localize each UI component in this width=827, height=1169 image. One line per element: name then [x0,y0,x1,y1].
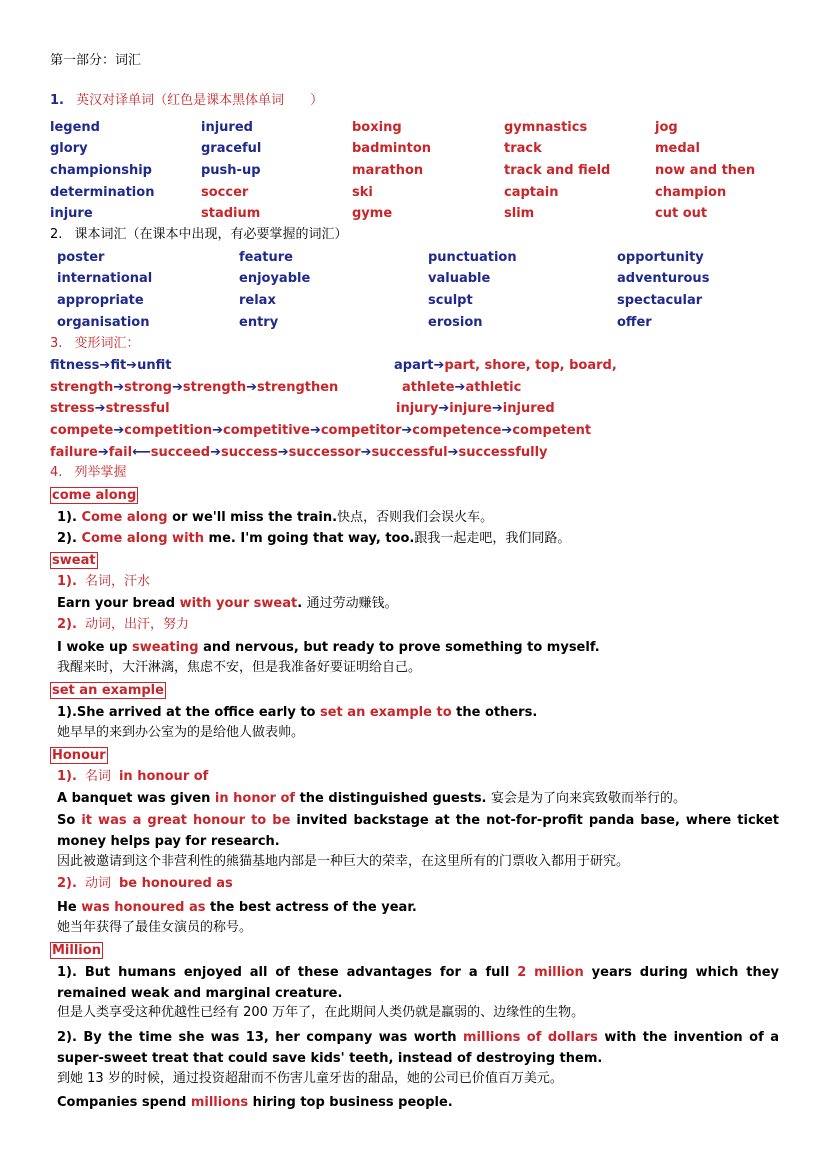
example-sentence: 2). Come along with me. I'm going that way, too.跟我一起走吧，我们同路。 [57,531,571,546]
arrow-right-icon: ➔ [491,401,503,416]
arrow-right-icon: ➔ [113,380,125,395]
arrow-right-icon: ➔ [99,358,111,373]
arrow-right-icon: ➔ [501,423,513,438]
arrow-right-icon: ➔ [401,423,413,438]
arrow-right-icon: ➔ [97,445,109,460]
form-word: injury [396,401,439,416]
word-form-chain [50,401,170,417]
textbook-word: valuable [428,271,491,286]
form-word: part, shore, top, board, [444,358,617,373]
arrow-right-icon: ➔ [94,401,106,416]
word-form-chain [402,380,521,396]
section-1-number: 1. [50,93,64,108]
grid-word: injure [50,206,93,221]
translation: 她当年获得了最佳女演员的称号。 [57,920,253,935]
form-word: compete [50,423,114,438]
section-4-title: 列举掌握 [74,465,127,480]
arrow-right-icon: ➔ [438,401,450,416]
sense-label: 2). 动词，出汗，努力 [57,617,189,632]
textbook-word: offer [617,315,652,330]
form-word: failure [50,445,98,460]
translation: 但是人类享受这种优越性已经有 200 万年了，在此期间人类仍就是羸弱的、边缘性的生物。 [57,1005,585,1020]
example-sentence: He was honoured as the best actress of the year. [57,900,417,915]
grid-word: cut out [655,206,708,221]
word-form-chain [396,401,555,417]
grid-word: soccer [201,185,249,200]
form-word: injure [449,401,492,416]
form-word: strengthen [257,380,339,395]
grid-word: push-up [201,163,261,178]
textbook-word: spectacular [617,293,703,308]
entry-sweat: sweat [52,553,96,568]
form-word: fitness [50,358,100,373]
grid-word: stadium [201,206,261,221]
textbook-word: enjoyable [239,271,311,286]
arrow-right-icon: ➔ [171,380,183,395]
textbook-word: sculpt [428,293,473,308]
form-word: stress [50,401,95,416]
form-word: unfit [137,358,172,373]
arrow-right-icon: ➔ [360,445,372,460]
arrow-right-icon: ➔ [126,358,138,373]
section-3-title: 变形词汇： [74,336,140,351]
grid-word: ski [352,185,373,200]
word-form-chain [50,358,171,374]
grid-word: championship [50,163,152,178]
form-word: athlete [402,380,455,395]
form-word: successor [288,445,361,460]
form-word: competent [512,423,592,438]
grid-word: gyme [352,206,393,221]
sense-label: 1). 名词，汗水 [57,574,150,589]
section-2-heading [50,227,348,243]
form-word: success [220,445,278,460]
section-1-heading [50,93,323,109]
entry-million: Million [52,943,101,958]
form-word: successfully [458,445,548,460]
part-title: 第一部分：词汇 [50,53,142,68]
form-word: apart [394,358,434,373]
section-2-number: 2. [50,227,63,242]
grid-word: injured [201,120,253,135]
entry-honour: Honour [52,748,106,763]
grid-word: graceful [201,141,262,156]
arrow-left-icon: ⟵ [132,445,151,460]
example-sentence: Companies spend millions hiring top business people. [57,1095,453,1110]
word-form-chain [50,380,338,396]
form-word: fail [108,445,133,460]
grid-word: track [504,141,542,156]
form-word: fit [110,358,127,373]
sense-label: 1). 名词 in honour of [57,769,209,784]
word-form-chain [394,358,617,374]
section-4-heading [50,465,127,481]
form-word: competition [124,423,213,438]
form-word: injured [502,401,555,416]
example-sentence: A banquet was given in honor of the distinguished guests. 宴会是为了向来宾致敬而举行的。 [57,791,687,806]
form-word: strength [182,380,247,395]
grid-word: track and field [504,163,611,178]
example-sentence: So it was a great honour to be invited backstage at the not-for-profit panda base, where ticket money helps pay for research. [57,813,779,849]
section-2-title: 课本词汇（在课本中出现，有必要掌握的词汇） [74,227,348,242]
grid-word: legend [50,120,100,135]
arrow-right-icon: ➔ [454,380,466,395]
example-sentence: 1).She arrived at the office early to set an example to the others. [57,705,538,720]
section-1-title: 英汉对译单词（红色是课本黑体单词 ） [76,93,324,108]
form-word: successful [371,445,448,460]
section-3-number: 3. [50,336,63,351]
textbook-word: organisation [57,315,150,330]
form-word: competence [412,423,502,438]
form-word: stressful [105,401,170,416]
grid-word: champion [655,185,727,200]
arrow-right-icon: ➔ [210,445,221,460]
entry-set-an-example: set an example [52,683,164,698]
grid-word: captain [504,185,559,200]
example-sentence: I woke up sweating and nervous, but ready to prove something to myself. [57,640,600,655]
textbook-word: entry [239,315,279,330]
grid-word: badminton [352,141,432,156]
textbook-word: appropriate [57,293,144,308]
example-sentence: 1). But humans enjoyed all of these advantages for a full 2 million years during which they remained weak and marginal creature. [57,965,779,1001]
arrow-right-icon: ➔ [212,423,223,438]
textbook-word: international [57,271,153,286]
textbook-word: erosion [428,315,483,330]
textbook-word: adventurous [617,271,710,286]
arrow-right-icon: ➔ [113,423,125,438]
example-sentence: Earn your bread with your sweat. 通过劳动赚钱。 [57,596,398,611]
form-word: strength [50,380,114,395]
arrow-right-icon: ➔ [433,358,445,373]
arrow-right-icon: ➔ [277,445,289,460]
entry-come-along: come along [52,488,137,503]
grid-word: glory [50,141,88,156]
textbook-word: punctuation [428,250,517,265]
grid-word: determination [50,185,155,200]
grid-word: marathon [352,163,424,178]
word-form-chain [50,445,548,461]
grid-word: medal [655,141,700,156]
section-3-heading [50,336,140,352]
grid-word: jog [655,120,678,135]
textbook-word: poster [57,250,105,265]
grid-word: now and then [655,163,756,178]
sense-label: 2). 动词 be honoured as [57,876,233,891]
form-word: competitive [223,423,310,438]
section-4-number: 4. [50,465,63,480]
translation: 因此被邀请到这个非营利性的熊猫基地内部是一种巨大的荣幸，在这里所有的门票收入都用于研究。 [57,854,630,869]
textbook-word: opportunity [617,250,704,265]
arrow-right-icon: ➔ [447,445,459,460]
arrow-right-icon: ➔ [246,380,258,395]
form-word: athletic [465,380,522,395]
textbook-word: relax [239,293,276,308]
form-word: succeed [150,445,211,460]
grid-word: slim [504,206,535,221]
translation: 到她 13 岁的时候，通过投资超甜而不伤害儿童牙齿的甜品，她的公司已价值百万美元。 [57,1071,563,1086]
example-sentence: 1). Come along or we'll miss the train.快点，否则我们会误火车。 [57,510,494,525]
translation: 她早早的来到办公室为的是给他人做表帅。 [57,725,305,740]
grid-word: boxing [352,120,402,135]
word-form-chain [50,423,591,439]
grid-word: gymnastics [504,120,588,135]
example-sentence: 2). By the time she was 13, her company was worth millions of dollars with the invention of a super-sweet treat that could save kids' teeth, instead of destroying them. [57,1030,779,1066]
form-word: strong [124,380,172,395]
form-word: competitor [320,423,402,438]
textbook-word: feature [239,250,293,265]
arrow-right-icon: ➔ [309,423,321,438]
translation: 我醒来时，大汗淋漓，焦虑不安，但是我准备好要证明给自己。 [57,660,422,675]
